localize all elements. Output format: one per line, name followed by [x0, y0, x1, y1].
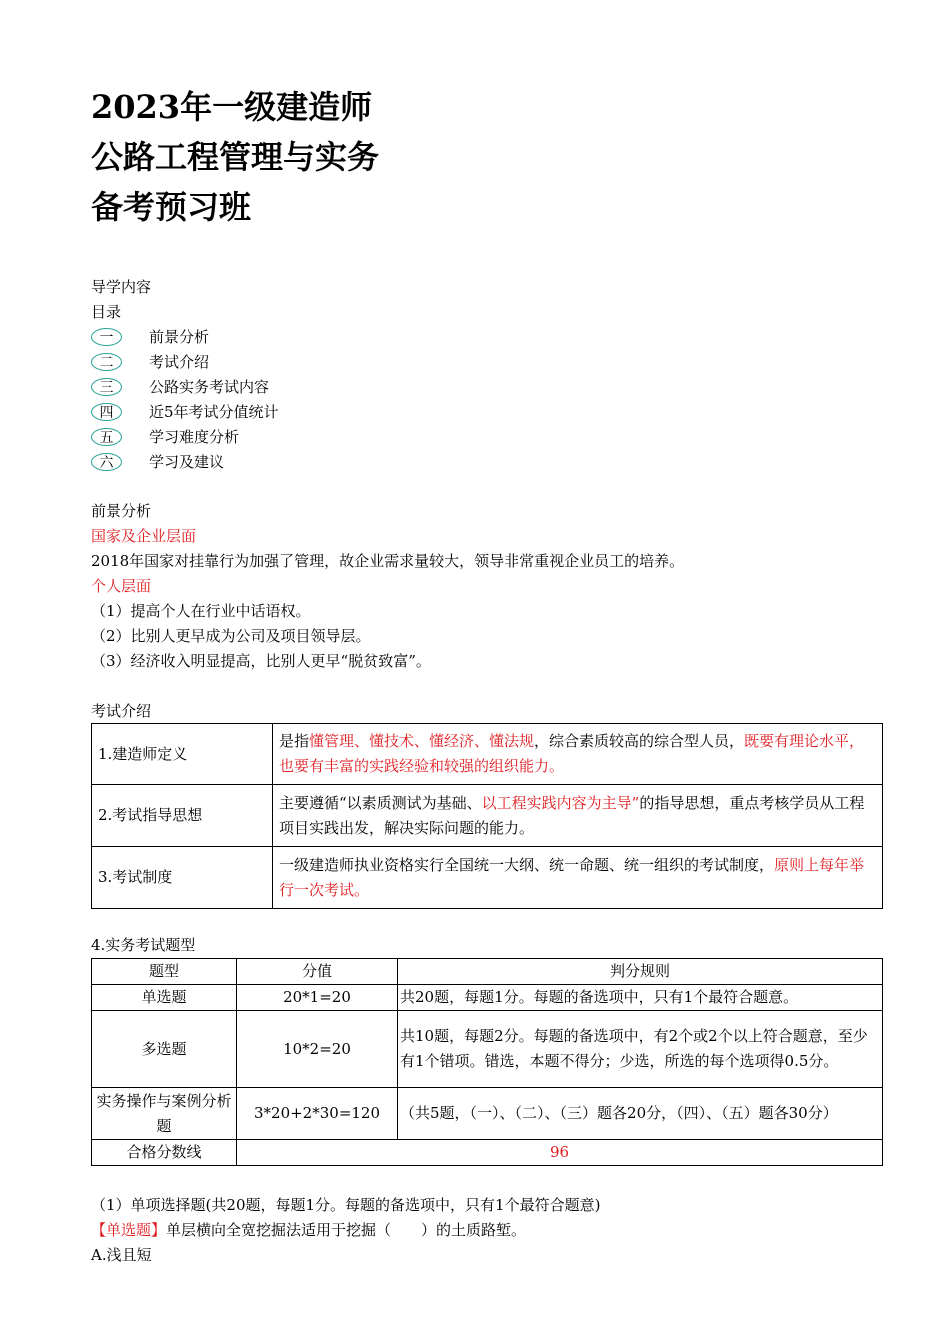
row-key: 2.考试指导思想	[92, 785, 273, 847]
table-row	[92, 1088, 883, 1140]
row-value	[273, 785, 883, 847]
cell-score: 10*2=20	[237, 1011, 398, 1088]
header-rule: 判分规则	[398, 959, 883, 985]
exam-intro-table	[91, 723, 883, 909]
toc-number: 六	[91, 453, 122, 471]
table-row	[92, 1011, 883, 1088]
question-types-heading: 4.实务考试题型	[91, 936, 196, 954]
toc-label: 目录	[91, 303, 122, 321]
toc-text: 学习难度分析	[149, 428, 240, 446]
single-choice-section	[91, 1193, 883, 1268]
cell-score: 20*1=20	[237, 985, 398, 1011]
header-type: 题型	[92, 959, 237, 985]
subheading-personal: 个人层面	[91, 577, 152, 595]
toc-text: 公路实务考试内容	[149, 378, 270, 396]
toc-item[interactable]	[91, 425, 491, 450]
text-run: 主要遵循“以素质测试为基础、	[279, 793, 482, 812]
highlight-run: 以工程实践内容为主导”	[481, 793, 640, 812]
header-score: 分值	[237, 959, 398, 985]
table-header-row	[92, 959, 883, 985]
title-year: 2023年一级建造师	[91, 88, 373, 126]
cell-rule: （共5题，（一）、（二）、（三）题各20分，（四）、（五）题各30分）	[398, 1088, 883, 1140]
toc-number: 一	[91, 328, 122, 346]
text-run: 一级建造师执业资格实行全国统一大纲、统一命题、统一组织的考试制度，	[279, 855, 775, 874]
table-of-contents	[91, 325, 491, 475]
toc-text: 前景分析	[149, 328, 210, 346]
national-text: 2018年国家对挂靠行为加强了管理，故企业需求量较大，领导非常重视企业员工的培养。	[91, 552, 685, 570]
guide-label: 导学内容	[91, 278, 152, 296]
cell-rule: 共20题，每题1分。每题的备选项中，只有1个最符合题意。	[398, 985, 883, 1011]
text-run: 的指导思想，重点考核学员从工程项目实践出发，解决实际问题的能力。	[279, 793, 865, 837]
personal-point: （3）经济收入明显提高，比别人更早“脱贫致富”。	[91, 652, 431, 670]
table-row	[92, 847, 883, 909]
single-choice-intro: （1）单项选择题(共20题，每题1分。每题的备选项中，只有1个最符合题意)	[91, 1196, 601, 1214]
table-row-pass	[92, 1140, 883, 1166]
toc-item[interactable]	[91, 375, 491, 400]
cell-rule: 共10题，每题2分。每题的备选项中，有2个或2个以上符合题意，至少有1个错项。错选，本题不得分；少选，所选的每个选项得0.5分。	[398, 1011, 883, 1088]
highlight-run: 既要有理论水平，也要有丰富的实践经验和较强的组织能力。	[279, 732, 865, 775]
text-run: ，综合素质较高的综合型人员，	[534, 732, 745, 750]
question-types-table	[91, 958, 883, 1166]
highlight-run: 原则上每年举行一次考试。	[279, 855, 865, 899]
row-value	[273, 724, 883, 785]
table-row	[92, 785, 883, 847]
toc-number: 四	[91, 403, 122, 421]
question-text: 单层横向全宽挖掘法适用于挖掘（ ）的土质路堑。	[166, 1221, 527, 1239]
question-line	[91, 1218, 883, 1243]
personal-point: （1）提高个人在行业中话语权。	[91, 602, 311, 620]
row-key: 1.建造师定义	[92, 724, 273, 785]
option-a[interactable]: A.浅且短	[91, 1246, 152, 1264]
cell-type: 单选题	[92, 985, 237, 1011]
toc-item[interactable]	[91, 325, 491, 350]
pass-value: 96	[237, 1140, 883, 1166]
toc-number: 五	[91, 428, 122, 446]
title-block	[91, 82, 379, 232]
pass-label: 合格分数线	[92, 1140, 237, 1166]
cell-type: 多选题	[92, 1011, 237, 1088]
toc-number: 二	[91, 353, 122, 371]
highlight-run: 懂管理、懂技术、懂经济、懂法规	[309, 732, 535, 750]
exam-intro-table-wrap	[91, 723, 883, 909]
toc-item[interactable]	[91, 350, 491, 375]
title-subject: 公路工程管理与实务	[91, 138, 380, 176]
question-tag: 【单选题】	[91, 1221, 167, 1239]
question-types-table-wrap	[91, 958, 883, 1166]
toc-item[interactable]	[91, 400, 491, 425]
table-row	[92, 985, 883, 1011]
toc-number: 三	[91, 378, 122, 396]
subheading-national: 国家及企业层面	[91, 527, 197, 545]
title-class: 备考预习班	[91, 188, 252, 226]
toc-text: 近5年考试分值统计	[149, 403, 279, 421]
row-value	[273, 847, 883, 909]
toc-text: 学习及建议	[149, 453, 225, 471]
personal-point: （2）比别人更早成为公司及项目领导层。	[91, 627, 371, 645]
cell-type: 实务操作与案例分析题	[92, 1088, 237, 1140]
cell-score: 3*20+2*30=120	[237, 1088, 398, 1140]
row-key: 3.考试制度	[92, 847, 273, 909]
text-run: 是指	[279, 732, 310, 750]
prospect-section	[91, 499, 883, 674]
toc-text: 考试介绍	[149, 353, 210, 371]
section-heading: 前景分析	[91, 502, 152, 520]
exam-intro-heading: 考试介绍	[91, 702, 152, 720]
table-row	[92, 724, 883, 785]
toc-item[interactable]	[91, 450, 491, 475]
